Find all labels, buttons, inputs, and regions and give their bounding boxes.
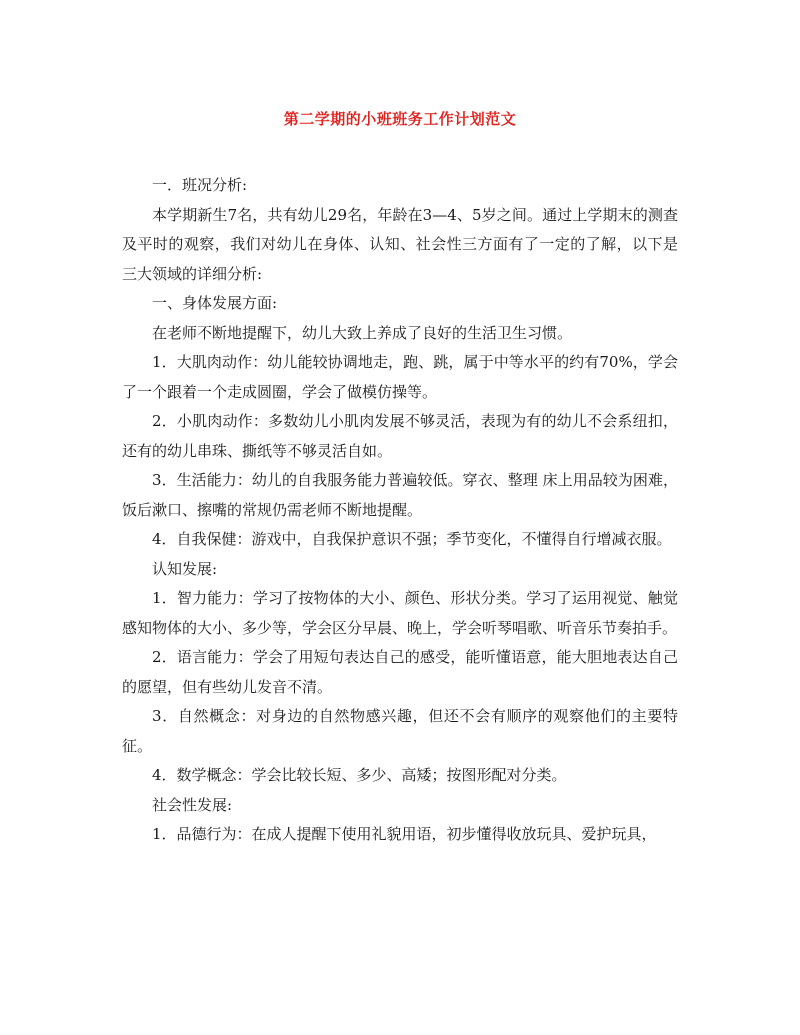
section-heading-class-analysis: 一．班况分析: [152,176,248,194]
paragraph-intellect: 1．智力能力：学习了按物体的大小、颜色、形状分类。学习了运用视觉、触觉感知物体的大小、多少等，学会区分早晨、晚上，学会听琴唱歌、听音乐节奏拍手。 [122,589,678,637]
paragraph-self-care: 4．自我保健：游戏中，自我保护意识不强；季节变化，不懂得自行增减衣服。 [152,530,672,548]
paragraph-gross-motor: 1．大肌肉动作：幼儿能较协调地走，跑、跳，属于中等水平的约有70%，学会了一个跟着一个走成圆圈，学会了做模仿操等。 [122,353,678,401]
paragraph-nature: 3．自然概念：对身边的自然物感兴趣，但还不会有顺序的观察他们的主要特征。 [122,707,678,755]
paragraph-fine-motor: 2．小肌肉动作：多数幼儿小肌肉发展不够灵活，表现为有的幼儿不会系纽扣，还有的幼儿串珠、撕纸等不够灵活自如。 [122,412,678,460]
paragraph-overview: 本学期新生7名，共有幼儿29名，年龄在3—4、5岁之间。通过上学期末的测查及平时的观察，我们对幼儿在身体、认知、社会性三方面有了一定的了解，以下是 三大领域的详细分析: [122,205,678,283]
section-heading-cognitive: 认知发展: [152,559,218,578]
section-heading-physical: 一、身体发展方面: [152,294,278,312]
document-body [122,171,678,850]
paragraph-language: 2．语言能力：学会了用短句表达自己的感受，能听懂语意，能大胆地表达自己的愿望，但有些幼儿发音不清。 [122,648,678,696]
paragraph-physical-intro: 在老师不断地提醒下，幼儿大致上养成了良好的生活卫生习惯。 [152,323,573,342]
section-heading-social: 社会性发展: [152,795,233,814]
paragraph-math: 4．数学概念：学会比较长短、多少、高矮；按图形配对分类。 [152,766,567,784]
paragraph-life-skills: 3．生活能力：幼儿的自我服务能力普遍较低。穿衣、整理 床上用品较为困难，饭后漱口、擦嘴的常规仍需老师不断地提醒。 [122,471,678,519]
paragraph-morality: 1．品德行为：在成人提醒下使用礼貌用语，初步懂得收放玩具、爱护玩具， [152,825,657,843]
document-title: 第二学期的小班班务工作计划范文 [283,110,517,128]
